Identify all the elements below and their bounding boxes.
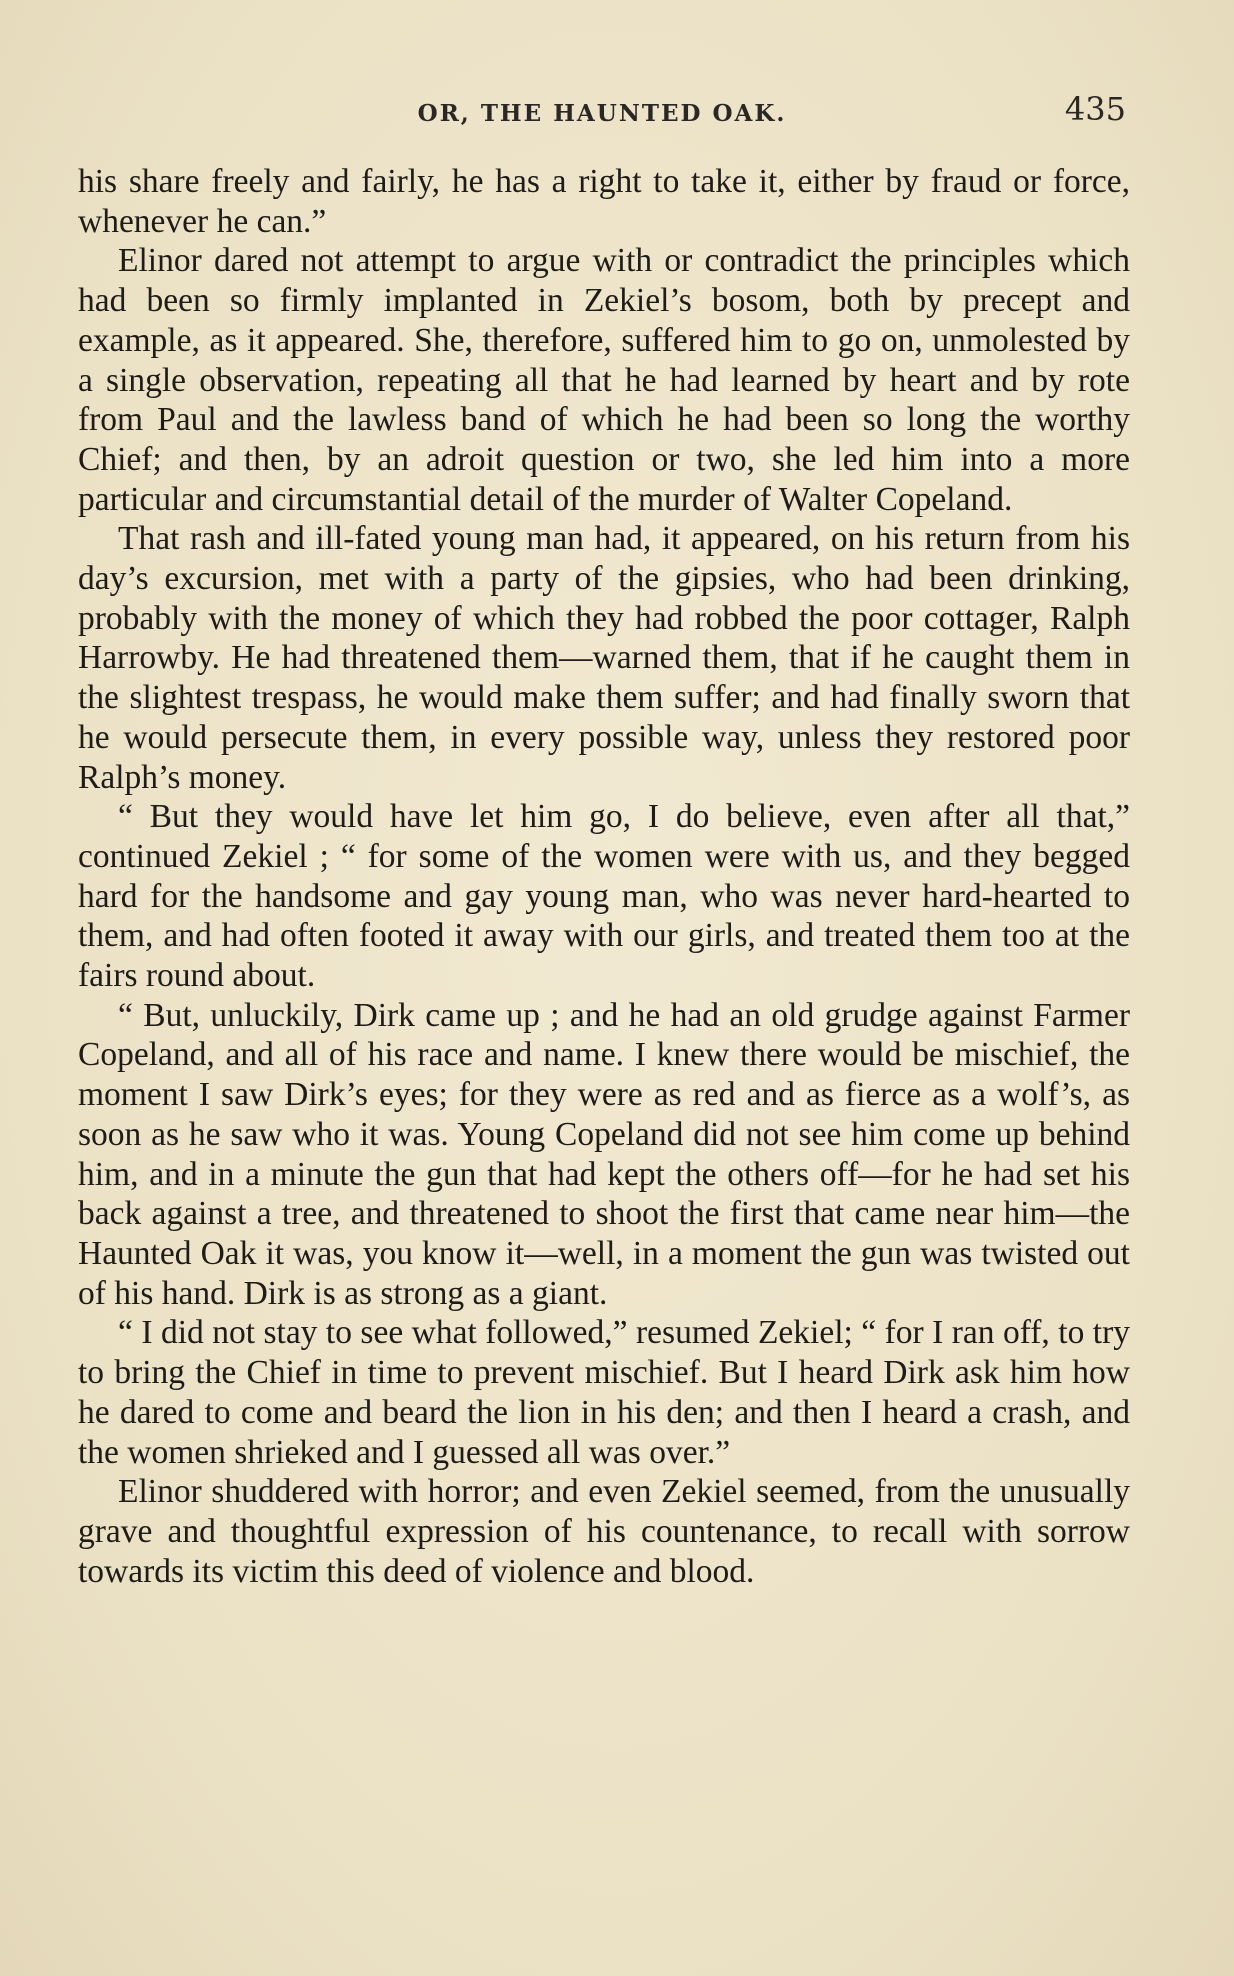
paragraph: Elinor dared not attempt to argue with or contradict the principles which had been so firmly implanted in Zekiel’s bosom, both by precept and example, as it appeared. She, therefore, suffered him to go on, unmolested by a single observation, repeating all that he had learned by heart and by rote from Paul and the lawless band of which he had been so long the worthy Chief; and then, by an adroit question or two, she led him into a more particular and circumstantial detail of the murder of Walter Copeland. — [78, 242, 1130, 518]
running-title: OR, THE HAUNTED OAK. — [417, 100, 787, 127]
page-header — [78, 88, 1126, 138]
body-text — [78, 162, 1130, 1591]
paragraph: “ But they would have let him go, I do believe, even after all that,” continued Zekiel ; “ for some of the women were with us, and they begged hard for the handsome and gay young man, who was never hard-hearted to them, and had often footed it away with our girls, and treated them too at the fairs round about. — [78, 798, 1130, 995]
paragraph: “ But, unluckily, Dirk came up ; and he had an old grudge against Farmer Copeland, and all of his race and name. I knew there would be mischief, the moment I saw Dirk’s eyes; for they were as red and as fierce as a wolf’s, as soon as he saw who it was. Young Copeland did not see him come up behind him, and in a minute the gun that had kept the others off—for he had set his back against a tree, and threatened to shoot the first that came near him—the Haunted Oak it was, you know it—well, in a moment the gun was twisted out of his hand. Dirk is as strong as a giant. — [78, 996, 1130, 1312]
paragraph: That rash and ill-fated young man had, it appeared, on his return from his day’s excursion, met with a party of the gipsies, who had been drinking, probably with the money of which they had robbed the poor cottager, Ralph Harrowby. He had threatened them—warned them, that if he caught them in the slightest trespass, he would make them suffer; and had finally sworn that he would persecute them, in every possible way, unless they restored poor Ralph’s money. — [78, 520, 1130, 796]
page-number: 435 — [1064, 90, 1126, 128]
paragraph: his share freely and fairly, he has a right to take it, either by fraud or force, whenever he can.” — [78, 163, 1130, 240]
paragraph: “ I did not stay to see what followed,” resumed Zekiel; “ for I ran off, to try to bring the Chief in time to prevent mischief. But I heard Dirk ask him how he dared to come and beard the lion in his den; and then I heard a crash, and the women shrieked and I guessed all was over.” — [78, 1314, 1130, 1471]
paragraph: Elinor shuddered with horror; and even Zekiel seemed, from the unusually grave and thoughtful expression of his countenance, to recall with sorrow towards its victim this deed of violence and blood. — [78, 1473, 1130, 1590]
